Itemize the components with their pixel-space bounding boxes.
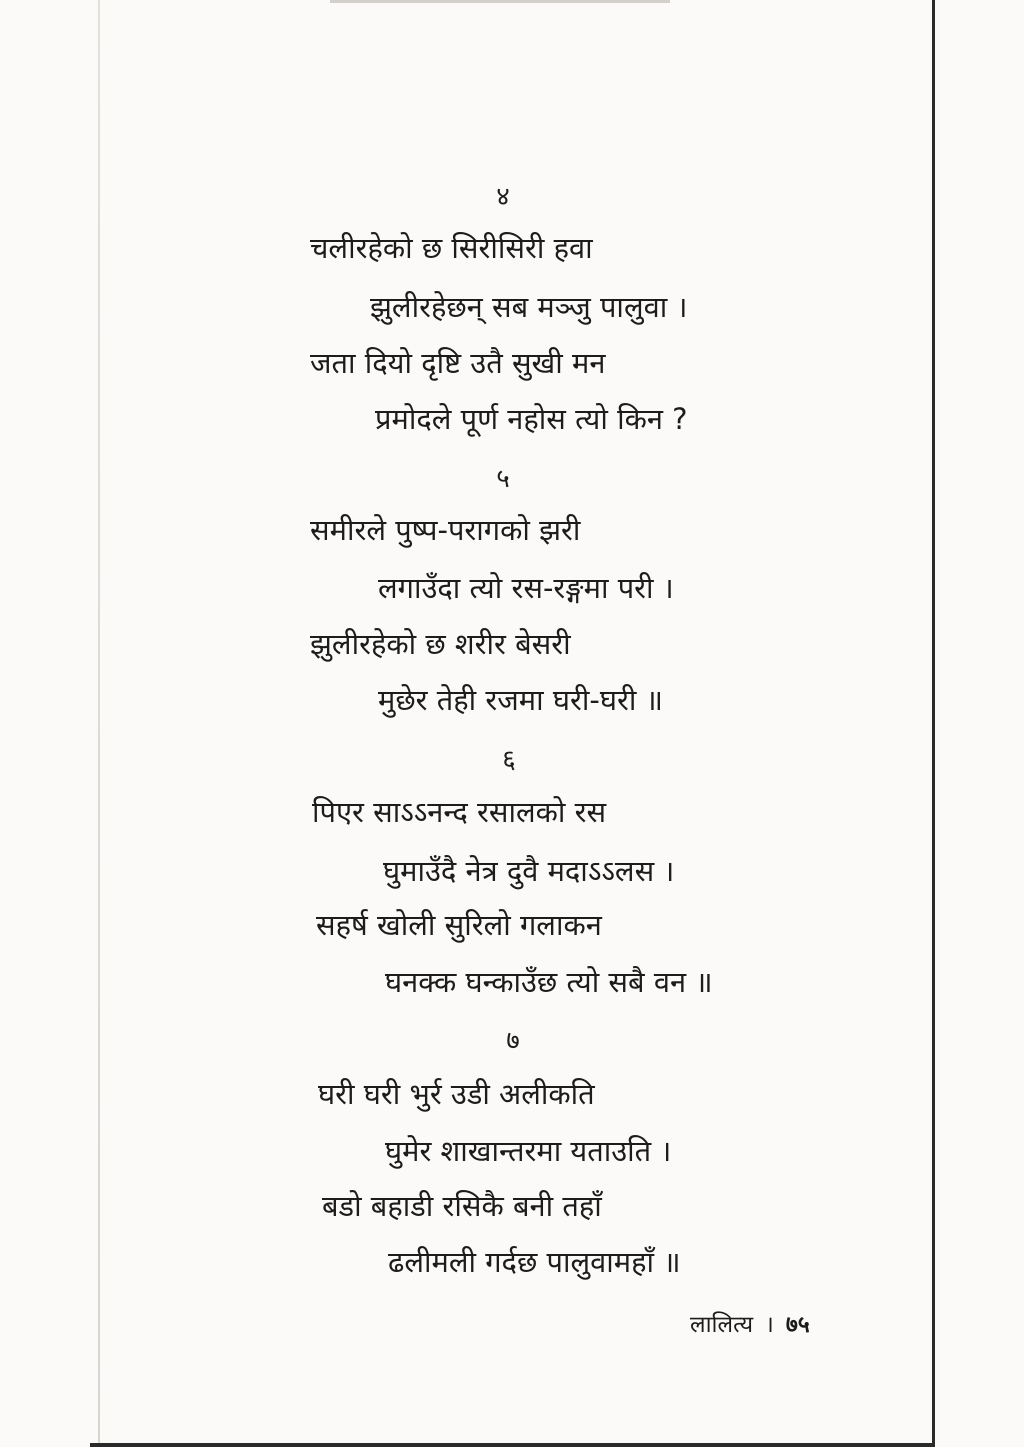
verse-line: चलीरहेको छ सिरीसिरी हवा — [310, 231, 593, 265]
page-footer — [690, 1308, 822, 1342]
stanza-number: ५ — [496, 464, 510, 494]
page-top-edge — [330, 0, 670, 3]
verse-line: प्रमोदले पूर्ण नहोस त्यो किन ? — [375, 402, 688, 436]
footer-separator: । — [765, 1312, 774, 1338]
stanza-number: ७ — [506, 1026, 520, 1056]
page-left-edge — [98, 0, 100, 1447]
verse-line: सहर्ष खोली सुरिलो गलाकन — [316, 908, 602, 942]
verse-line: घुमेर शाखान्तरमा यताउति । — [385, 1134, 672, 1168]
verse-line: घरी घरी भुर्र उडी अलीकति — [318, 1077, 595, 1111]
stanza-number: ६ — [502, 745, 516, 775]
book-title: लालित्य — [690, 1312, 754, 1338]
verse-line: बडो बहाडी रसिकै बनी तहाँ — [322, 1189, 602, 1223]
stanza-number: ४ — [496, 182, 510, 212]
verse-line: पिएर साऽऽनन्द रसालको रस — [312, 795, 607, 829]
page-bottom-edge — [90, 1443, 935, 1447]
page-right-edge — [932, 0, 935, 1447]
verse-line: घुमाउँदै नेत्र दुवै मदाऽऽलस । — [383, 854, 675, 888]
verse-line: समीरले पुष्प-परागको झरी — [310, 513, 581, 547]
verse-line: झुलीरहेको छ शरीर बेसरी — [310, 627, 571, 661]
verse-line: जता दियो दृष्टि उतै सुखी मन — [310, 346, 606, 380]
verse-line: झुलीरहेछन् सब मञ्जु पालुवा । — [370, 290, 688, 324]
verse-line: ढलीमली गर्दछ पालुवामहाँ ॥ — [388, 1245, 681, 1279]
verse-line: घनक्क घन्काउँछ त्यो सबै वन ॥ — [385, 965, 713, 999]
verse-line: मुछेर तेही रजमा घरी-घरी ॥ — [378, 683, 663, 717]
page-number: ७५ — [785, 1312, 810, 1338]
verse-line: लगाउँदा त्यो रस-रङ्गमा परी । — [378, 571, 674, 605]
